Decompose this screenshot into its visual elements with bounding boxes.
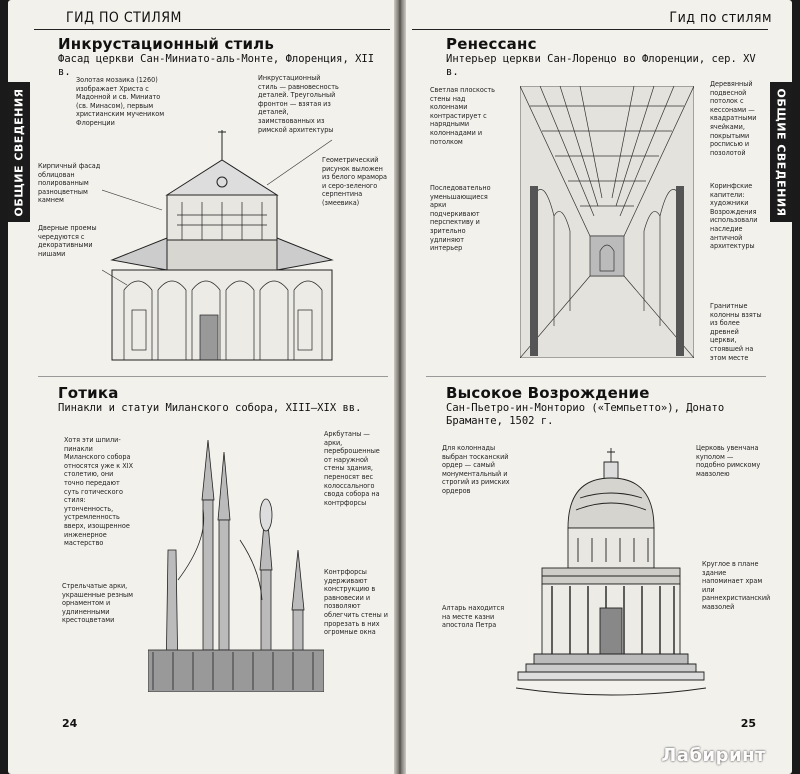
page-number: 25 — [740, 717, 756, 730]
section-subtitle: Фасад церкви Сан-Миниато-аль-Монте, Флоренция, XII в. — [58, 53, 375, 78]
section-title: Готика — [58, 384, 119, 402]
store-watermark: Лабиринт — [661, 745, 766, 766]
caption-note: Аркбутаны — арки, переброшенные от наружной стены здания, переносят вес колоссального свода собора на контрфорсы — [324, 429, 380, 507]
side-tab-label: ОБЩИЕ СВЕДЕНИЯ — [12, 87, 26, 217]
side-tab — [8, 82, 30, 222]
caption-note: Инкрустационный стиль — равновесность деталей. Треугольный фронтон — взятая из деталей, заимствованных из римской архитектуры — [258, 73, 339, 134]
caption-note: Стрельчатые арки, украшенные резным орнаментом и удлиненными крестоцветами — [62, 581, 134, 625]
running-head: Гид по стилям — [669, 10, 772, 26]
page-number: 24 — [62, 717, 78, 730]
caption-note: Коринфские капители: художники Возрождения использовали наследие античной архитектуры — [710, 181, 758, 251]
header-rule — [412, 29, 768, 30]
caption-note: Хотя эти шпили-пинакли Миланского собора относятся уже к XIX столетию, они точно передают суть готического стиля: утонченность, устремленность вверх, изощренное инженерное мастерство — [64, 435, 134, 548]
right-page — [406, 0, 792, 774]
caption-note: Для колоннады выбран тосканский ордер — самый монументальный и строгий из римских ордеров — [442, 443, 510, 495]
section-subtitle: Интерьер церкви Сан-Лоренцо во Флоренции, сер. XV в. — [446, 53, 756, 78]
side-tab-label: ОБЩИЕ СВЕДЕНИЯ — [774, 87, 788, 217]
san-miniato-facade-illustration — [102, 120, 342, 372]
caption-note: Контрфорсы удерживают конструкцию в равновесии и позволяют облегчить стены и прорезать в них огромные окна — [324, 567, 388, 637]
header-rule — [34, 29, 390, 30]
section-subtitle: Сан-Пьетро-ин-Монторио («Темпьетто»), Донато Браманте, 1502 г. — [446, 402, 725, 427]
section-subtitle: Пинакли и статуи Миланского собора, XIII–XIX вв. — [58, 402, 362, 414]
section-title: Высокое Возрождение — [446, 384, 650, 402]
caption-note: Алтарь находится на месте казни апостола Петра — [442, 603, 505, 630]
section-divider — [38, 376, 388, 377]
caption-note: Круглое в плане здание напоминает храм или раннехристианский мавзолей — [702, 559, 771, 611]
san-lorenzo-interior-illustration — [520, 86, 694, 358]
caption-note: Кирпичный фасад облицован полированным разноцветным камнем — [38, 161, 101, 205]
caption-note: Последовательно уменьшающиеся арки подчеркивают перспективу и зрительно удлиняют интерьер — [430, 183, 491, 253]
section-title: Инкрустационный стиль — [58, 35, 275, 53]
milan-cathedral-pinnacles-illustration — [148, 430, 324, 692]
caption-note: Гранитные колонны взяты из более древней церкви, стоявшей на этом месте — [710, 301, 762, 362]
caption-note: Деревянный подвесной потолок с кессонами — квадратными ячейками, покрытыми росписью и позолотой — [710, 79, 757, 157]
section-title: Ренессанс — [446, 35, 537, 53]
caption-note: Светлая плоскость стены над колоннами контрастирует с нарядными колоннадами и потолком — [430, 85, 495, 146]
side-tab — [770, 82, 792, 222]
caption-note: Церковь увенчана куполом — подобно римскому мавзолею — [696, 443, 761, 478]
running-head: ГИД ПО СТИЛЯМ — [66, 10, 182, 26]
caption-note: Дверные проемы чередуются с декоративными нишами — [38, 223, 97, 258]
tempietto-illustration — [516, 448, 706, 702]
book-gutter — [394, 0, 406, 774]
caption-note: Золотая мозаика (1260) изображает Христа с Мадонной и св. Миниато (св. Минасом), первым христианским мучеником Флоренции — [76, 75, 165, 127]
left-page — [8, 0, 394, 774]
section-divider — [426, 376, 766, 377]
caption-note: Геометрический рисунок выложен из белого мрамора и серо-зеленого серпентина (змеевика) — [322, 155, 388, 207]
